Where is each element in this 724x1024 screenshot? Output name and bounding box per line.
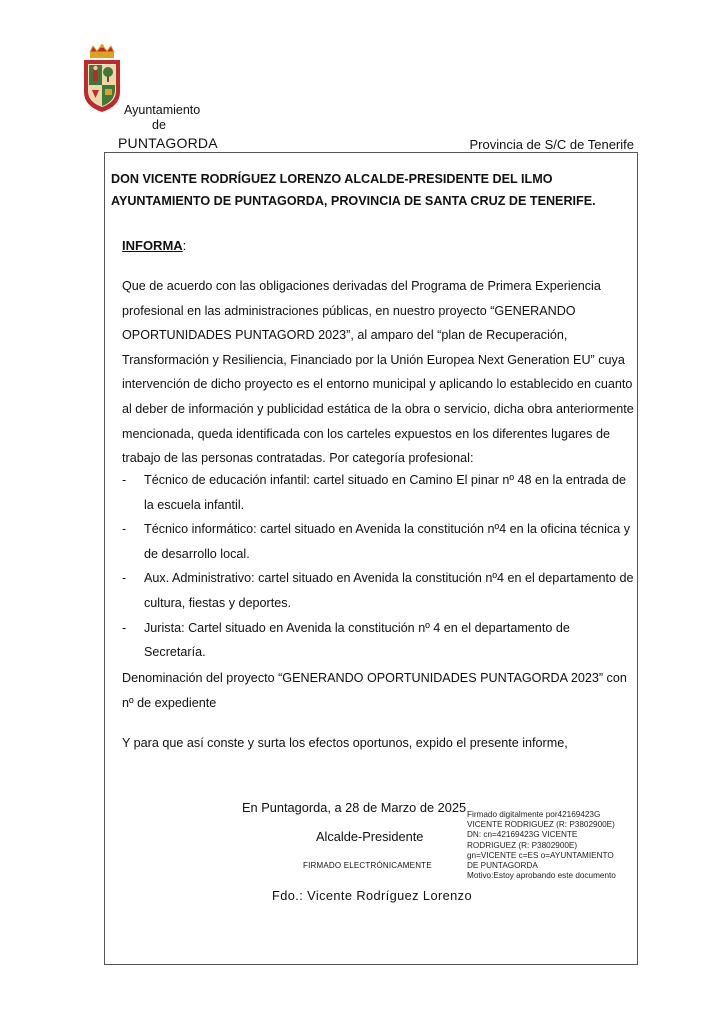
digital-signature-block: [467, 810, 642, 881]
informa-title: INFORMA: [122, 238, 183, 253]
signature-line: Firmado digitalmente por42169423G: [467, 810, 601, 819]
ayuntamiento-label: Ayuntamiento: [124, 103, 201, 117]
category-list: [122, 468, 634, 665]
signature-line: VICENTE RODRIGUEZ (R: P3802900E): [467, 820, 615, 830]
informa-label: [122, 238, 186, 253]
document-heading: DON VICENTE RODRÍGUEZ LORENZO ALCALDE-PRESIDENTE DEL ILMO AYUNTAMIENTO DE PUNTAGORDA, PROVINCIA DE SANTA CRUZ DE TENERIFE.: [111, 172, 596, 208]
signature-line: Motivo:Estoy aprobando este documento: [467, 871, 616, 881]
signature-line: DN: cn=42169423G VICENTE: [467, 830, 578, 840]
bullet-dash: -: [122, 620, 127, 635]
bullet-dash: -: [122, 571, 127, 586]
informa-colon: :: [182, 238, 187, 253]
list-item-text: Técnico de educación infantil: cartel situado en Camino El pinar nº 48 en la entrada de la escuela infantil.: [144, 473, 627, 512]
municipality-name: PUNTAGORDA: [118, 135, 218, 151]
body-paragraph: Que de acuerdo con las obligaciones derivadas del Programa de Primera Experiencia profesional en las administraciones públicas, en nuestro proyecto “GENERANDO OPORTUNIDADES PUNTAGORD 2023”, al amparo del “plan de Recuperación, Transformación y Resiliencia, Financiado por la Unión Europea Next Generation EU” cuya intervención de dicho proyecto es el entorno municipal y aplicando lo establecido en cuanto al deber de información y publicidad estática de la obra o servicio, dicha obra anteriormente mencionada, queda identificada con los carteles expuestos en los diferentes lugares de trabajo de las personas contratadas. Por categoría profesional:: [122, 279, 634, 466]
signer-role: Alcalde-Presidente: [316, 829, 424, 844]
list-item: [122, 566, 634, 615]
electronic-signature-note: FIRMADO ELECTRÓNICAMENTE: [303, 861, 432, 870]
signature-line: gn=VICENTE c=ES o=AYUNTAMIENTO: [467, 850, 614, 860]
list-item: [122, 517, 634, 566]
list-item: [122, 616, 634, 665]
signature-line: RODRIGUEZ (R: P3802900E): [467, 840, 578, 850]
list-item-text: Técnico informático: cartel situado en Avenida la constitución nº4 en la oficina técnica y de desarrollo local.: [144, 522, 631, 561]
project-denomination: Denominación del proyecto “GENERANDO OPORTUNIDADES PUNTAGORDA 2023” con nº de expediente: [122, 671, 627, 710]
list-item: [122, 468, 634, 517]
province-label: Provincia de S/C de Tenerife: [469, 137, 634, 152]
bullet-dash: -: [122, 473, 127, 487]
list-item-text: Aux. Administrativo: cartel situado en Avenida la constitución nº4 en el departamento de cultura, fiestas y deportes.: [144, 571, 634, 610]
ayuntamiento-de-label: de: [152, 118, 166, 132]
coat-of-arms-logo: [80, 44, 124, 114]
place-and-date: En Puntagorda, a 28 de Marzo de 2025: [242, 800, 467, 815]
signer-name: Fdo.: Vicente Rodríguez Lorenzo: [272, 888, 472, 903]
list-item-text: Jurista: Cartel situado en Avenida la constitución nº 4 en el departamento de Secretaría.: [144, 620, 570, 660]
signature-line: DE PUNTAGORDA: [467, 861, 538, 871]
closing-statement: Y para que así conste y surta los efectos oportunos, expido el presente informe,: [122, 736, 568, 750]
bullet-dash: -: [122, 522, 127, 537]
